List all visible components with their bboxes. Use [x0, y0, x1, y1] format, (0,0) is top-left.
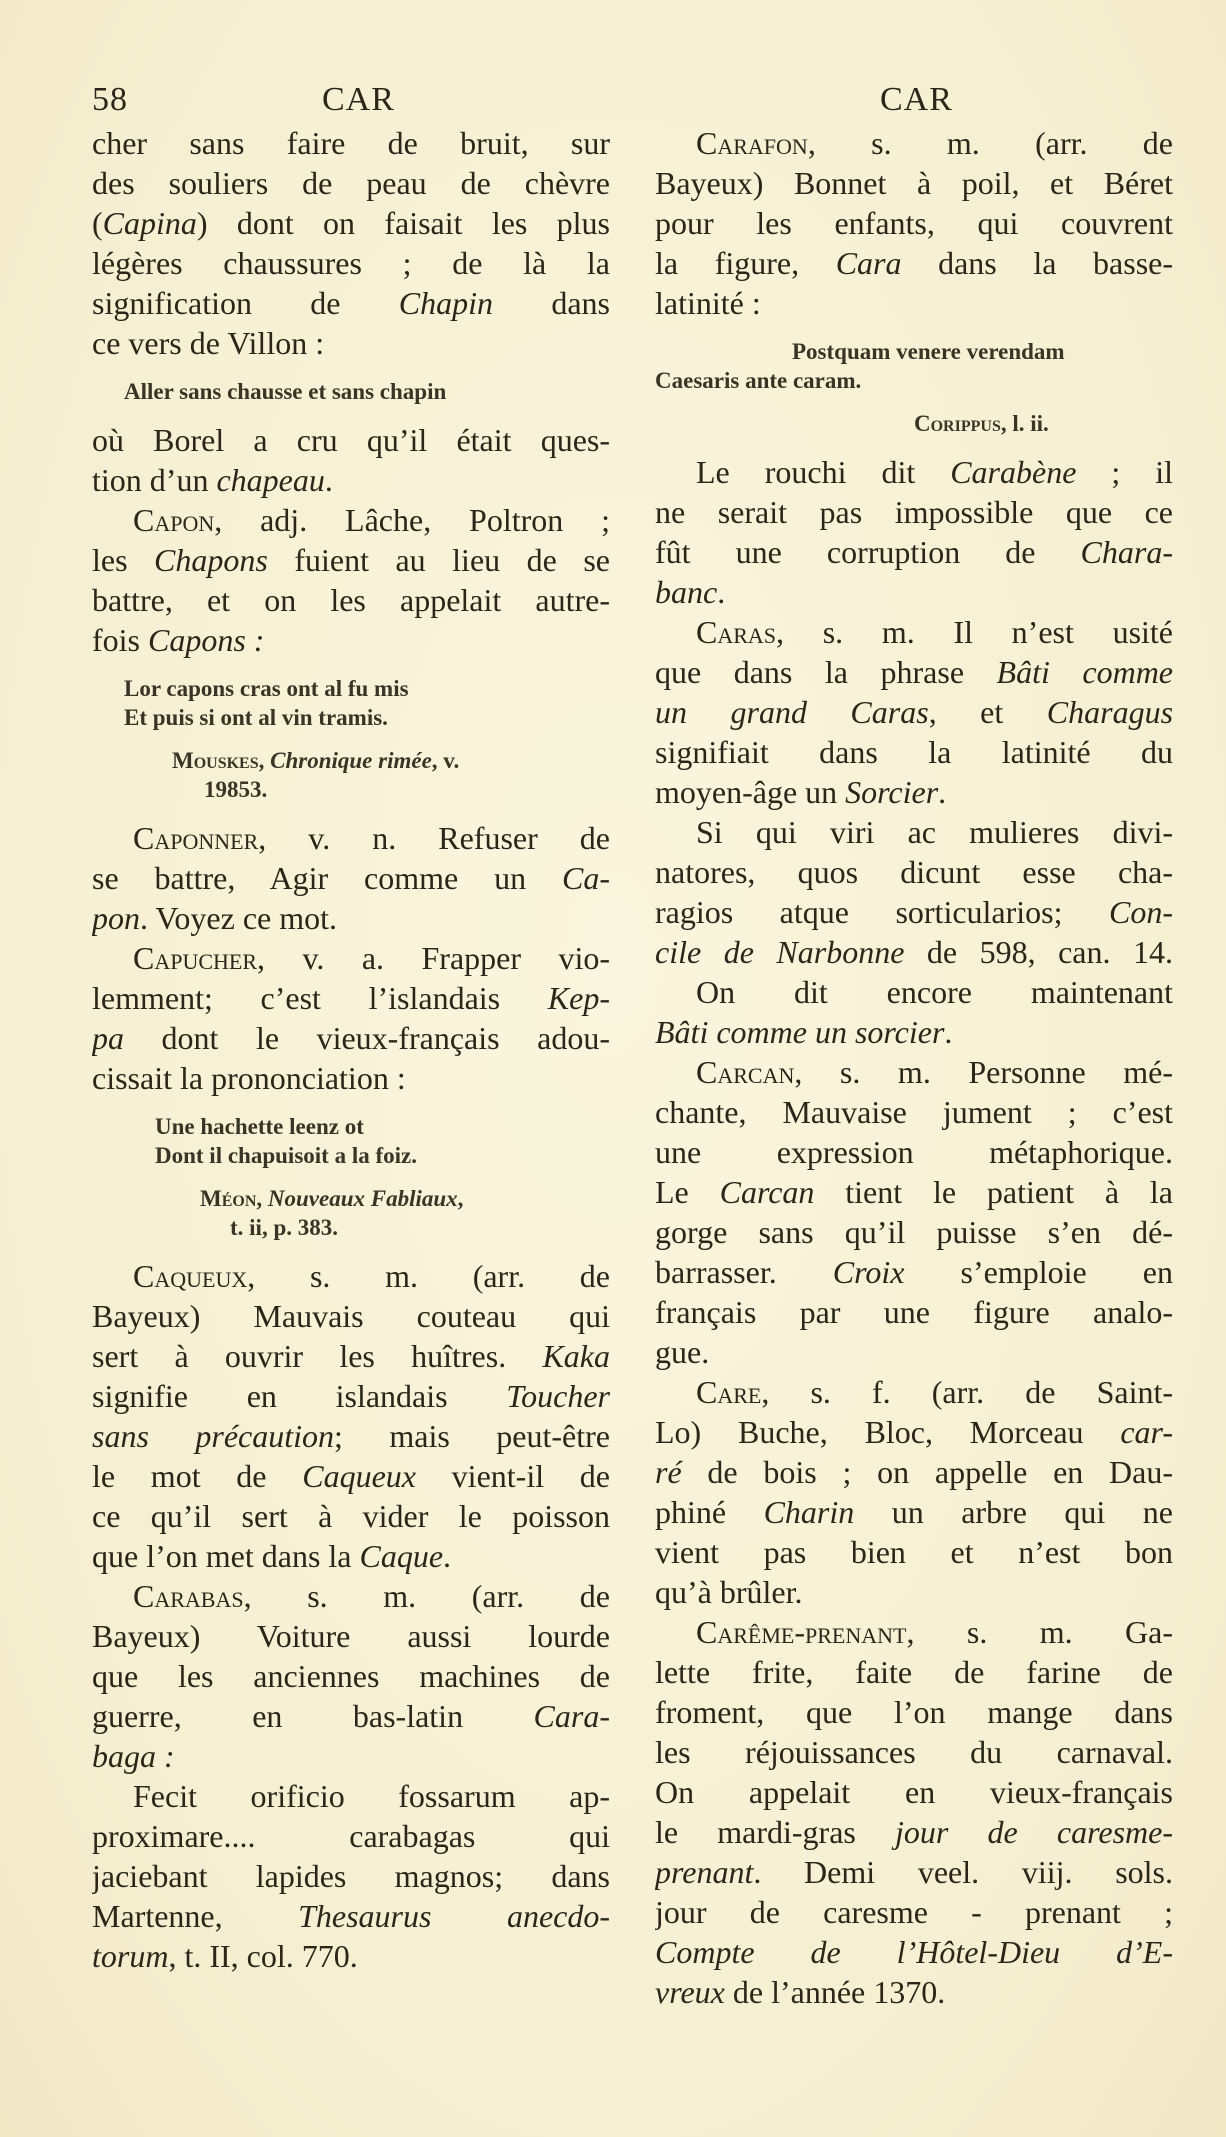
headword: Carême-prenant	[696, 1614, 907, 1650]
text-run: lette frite, faite de farine de	[655, 1654, 1173, 1690]
text-run: , et	[928, 694, 1047, 730]
text-run: s’emploie en	[904, 1254, 1173, 1290]
text-line	[92, 1376, 610, 1416]
citation-line	[92, 1213, 610, 1242]
text-run: Et puis si ont al vin tramis.	[124, 705, 388, 730]
text-line	[655, 1292, 1173, 1332]
text-line	[92, 1736, 610, 1776]
text-run: moyen-âge un	[655, 774, 846, 810]
entry-start-line	[655, 123, 1173, 163]
text-line	[655, 283, 1173, 323]
text-run: où Borel a cru qu’il était ques-	[92, 422, 610, 458]
text-line	[92, 323, 610, 363]
text-line	[655, 492, 1173, 532]
citation-line	[92, 775, 610, 804]
italic-term: pon	[92, 900, 140, 936]
text-line	[92, 203, 610, 243]
italic-term: cile de Narbonne	[655, 934, 905, 970]
entry-start-line	[655, 1372, 1173, 1412]
text-run: ; il	[1076, 454, 1173, 490]
italic-term: Cara	[835, 245, 902, 281]
text-run: Lor capons cras ont al fu mis	[124, 676, 409, 701]
italic-term: Con-	[1109, 894, 1173, 930]
text-line	[655, 652, 1173, 692]
italic-term: Carcan	[719, 1174, 815, 1210]
text-run: des souliers de peau de chèvre	[92, 165, 610, 201]
text-line	[92, 1496, 610, 1536]
text-run: , adj. Lâche, Poltron ;	[214, 502, 610, 538]
text-run: que dans la phrase	[655, 654, 997, 690]
text-line	[92, 1336, 610, 1376]
text-run: dont le vieux-français adou-	[124, 1020, 610, 1056]
text-line	[655, 1132, 1173, 1172]
text-run: Caesaris ante caram.	[655, 368, 862, 393]
text-run: Si qui viri ac mulieres divi-	[696, 814, 1173, 850]
text-run: , v.	[431, 748, 460, 773]
text-line	[92, 1936, 610, 1976]
right-column	[655, 123, 1173, 2012]
text-line	[92, 1416, 610, 1456]
text-line	[92, 898, 610, 938]
headword: Corippus	[914, 411, 1001, 436]
text-run: que les anciennes machines de	[92, 1658, 610, 1694]
headword: Caponner	[133, 820, 259, 856]
text-line	[655, 1772, 1173, 1812]
text-line	[92, 540, 610, 580]
text-run: de bois ; on appelle en Dau-	[681, 1454, 1173, 1490]
text-line	[92, 1696, 610, 1736]
quotation-line	[655, 366, 1173, 395]
text-run: .	[443, 1538, 452, 1574]
italic-term: Ca-	[562, 860, 610, 896]
text-run: latinité :	[655, 285, 761, 321]
text-run: Dont il chapuisoit a la foiz.	[155, 1143, 417, 1168]
italic-term: chapeau	[216, 462, 325, 498]
text-run: , v. a. Frapper vio-	[257, 940, 610, 976]
text-line	[655, 892, 1173, 932]
italic-term: sans précaution	[92, 1418, 335, 1454]
text-line	[92, 978, 610, 1018]
italic-term: Chara-	[1080, 534, 1173, 570]
text-run: signifiait dans la latinité du	[655, 734, 1173, 770]
text-run: fût une corruption de	[655, 534, 1081, 570]
text-run: , l. ii.	[1000, 411, 1049, 436]
text-run: gorge sans qu’il puisse s’en dé-	[655, 1214, 1173, 1250]
text-run: , s. m. Personne mé-	[794, 1054, 1173, 1090]
text-line	[92, 1058, 610, 1098]
italic-term: Nouveaux Fabliaux	[267, 1186, 458, 1211]
text-line	[92, 460, 610, 500]
entry-start-line	[655, 452, 1173, 492]
text-run: Fecit orificio fossarum ap-	[133, 1778, 610, 1814]
text-run: cher sans faire de bruit, sur	[92, 125, 610, 161]
italic-term: Charagus	[1046, 694, 1173, 730]
text-run: gue.	[655, 1334, 710, 1370]
text-run: . Demi veel. viij. sols.	[753, 1854, 1173, 1890]
entry-start-line	[655, 612, 1173, 652]
citation-line	[92, 1184, 610, 1213]
text-run: Le	[655, 1174, 720, 1210]
text-run: Lo) Buche, Bloc, Morceau	[655, 1414, 1121, 1450]
text-line	[655, 1972, 1173, 2012]
text-run: ,	[258, 748, 271, 773]
text-line	[92, 1616, 610, 1656]
headword: Caras	[696, 614, 777, 650]
italic-term: Chapons	[154, 542, 268, 578]
text-line	[92, 123, 610, 163]
text-run: légères chaussures ; de là la	[92, 245, 610, 281]
text-run: , s. m. Il n’est usité	[776, 614, 1173, 650]
text-run: Une hachette leenz ot	[155, 1114, 364, 1139]
text-line	[655, 1812, 1173, 1852]
text-run: .	[938, 774, 947, 810]
text-run: ; mais peut-être	[334, 1418, 610, 1454]
text-run: fuient au lieu de se	[267, 542, 610, 578]
entry-start-line	[92, 938, 610, 978]
italic-term: Chapin	[398, 285, 494, 321]
text-line	[655, 1092, 1173, 1132]
text-run: ne serait pas impossible que ce	[655, 494, 1173, 530]
quotation-line	[92, 703, 610, 732]
text-run: cissait la prononciation :	[92, 1060, 406, 1096]
text-line	[655, 1452, 1173, 1492]
italic-term: banc	[655, 574, 718, 610]
text-run: On dit encore maintenant	[696, 974, 1173, 1010]
text-run: ce qu’il sert à vider le poisson	[92, 1498, 610, 1534]
text-line	[655, 852, 1173, 892]
text-run: se battre, Agir comme un	[92, 860, 562, 896]
text-line	[92, 420, 610, 460]
text-run: Bayeux) Mauvais couteau qui	[92, 1298, 610, 1334]
text-line	[655, 1412, 1173, 1452]
text-run: un arbre qui ne	[854, 1494, 1173, 1530]
text-run: .	[324, 462, 333, 498]
text-line	[92, 1816, 610, 1856]
italic-term: Caque	[359, 1538, 444, 1574]
entry-start-line	[655, 812, 1173, 852]
quotation-line	[92, 674, 610, 703]
text-line	[92, 1656, 610, 1696]
text-line	[655, 203, 1173, 243]
text-line	[655, 692, 1173, 732]
text-run: guerre, en bas-latin	[92, 1698, 534, 1734]
left-column	[92, 123, 610, 1976]
italic-term: Charin	[763, 1494, 855, 1530]
text-run: . Voyez ce mot.	[140, 900, 337, 936]
text-run: tient le patient à la	[814, 1174, 1173, 1210]
italic-term: Capons :	[148, 622, 265, 658]
quotation-line	[92, 1141, 610, 1170]
text-run: jour de caresme - prenant ;	[655, 1894, 1173, 1930]
italic-term: Kep-	[547, 980, 610, 1016]
text-run: la figure,	[655, 245, 836, 281]
italic-term: Thesaurus anecdo-	[298, 1898, 610, 1934]
italic-term: un grand Caras	[655, 694, 929, 730]
italic-term: torum	[92, 1938, 169, 1974]
text-run: phiné	[655, 1494, 764, 1530]
italic-term: vreux	[655, 1974, 725, 2010]
italic-term: baga :	[92, 1738, 175, 1774]
text-run: , s. m. (arr. de	[247, 1258, 610, 1294]
entry-start-line	[655, 1052, 1173, 1092]
italic-term: prenant	[655, 1854, 754, 1890]
text-run: une expression métaphorique.	[655, 1134, 1173, 1170]
text-line	[655, 1732, 1173, 1772]
text-run: le mot de	[92, 1458, 303, 1494]
text-run: , t. II, col. 770.	[168, 1938, 358, 1974]
text-run: Bayeux) Voiture aussi lourde	[92, 1618, 610, 1654]
text-run: dans la basse-	[901, 245, 1173, 281]
text-line	[655, 1652, 1173, 1692]
italic-term: Capina	[102, 205, 197, 241]
text-run: proximare.... carabagas qui	[92, 1818, 610, 1854]
text-run: Postquam venere verendam	[792, 339, 1065, 364]
text-run: Le rouchi dit	[696, 454, 951, 490]
citation-line	[655, 409, 1173, 438]
text-run: chante, Mauvaise jument ; c’est	[655, 1094, 1173, 1130]
text-run: , s. f. (arr. de Saint-	[761, 1374, 1173, 1410]
text-line	[92, 283, 610, 323]
text-run: lemment; c’est l’islandais	[92, 980, 548, 1016]
text-run: tion d’un	[92, 462, 217, 498]
text-line	[92, 1296, 610, 1336]
italic-term: Bâti comme un sorcier	[655, 1014, 945, 1050]
page-number: 58	[92, 81, 128, 118]
text-line	[92, 1456, 610, 1496]
text-line	[655, 243, 1173, 283]
headword: Mouskes	[172, 748, 259, 773]
text-line	[92, 243, 610, 283]
text-run: barrasser.	[655, 1254, 833, 1290]
headword: Carabas	[133, 1578, 244, 1614]
text-run: , s. m. (arr. de	[243, 1578, 610, 1614]
text-run: t. ii, p. 383.	[230, 1215, 338, 1240]
text-run: , s. m. (arr. de	[807, 125, 1173, 161]
italic-term: Cara-	[533, 1698, 610, 1734]
headword: Capucher	[133, 940, 258, 976]
running-head-right: CAR	[880, 81, 953, 118]
text-run: 19853.	[204, 777, 268, 802]
text-run: signification de	[92, 285, 399, 321]
italic-term: Toucher	[506, 1378, 610, 1414]
italic-term: pa	[92, 1020, 124, 1056]
text-run: de 598, can. 14.	[904, 934, 1173, 970]
running-head-left: CAR	[322, 81, 395, 118]
quotation-line	[92, 1112, 610, 1141]
text-run: signifie en islandais	[92, 1378, 507, 1414]
text-line	[655, 1492, 1173, 1532]
italic-term: ré	[655, 1454, 682, 1490]
text-run: les réjouissances du carnaval.	[655, 1734, 1173, 1770]
italic-term: Chronique rimée	[270, 748, 432, 773]
text-run: vient pas bien et n’est bon	[655, 1534, 1173, 1570]
headword: Carafon	[696, 125, 808, 161]
headword: Care	[696, 1374, 762, 1410]
text-run: Martenne,	[92, 1898, 299, 1934]
text-line	[92, 163, 610, 203]
text-run: froment, que l’on mange dans	[655, 1694, 1173, 1730]
text-run: , v. n. Refuser de	[258, 820, 610, 856]
text-run: battre, et on les appelait autre-	[92, 582, 610, 618]
text-run: Aller sans chausse et sans chapin	[124, 379, 447, 404]
text-line	[92, 1536, 610, 1576]
text-line	[655, 1172, 1173, 1212]
text-line	[655, 772, 1173, 812]
italic-term: Compte de l’Hôtel-Dieu d’E-	[655, 1934, 1173, 1970]
text-line	[92, 858, 610, 898]
text-run: .	[717, 574, 726, 610]
italic-term: Croix	[832, 1254, 905, 1290]
text-line	[92, 1896, 610, 1936]
citation-line	[92, 746, 610, 775]
text-line	[92, 1018, 610, 1058]
text-line	[655, 572, 1173, 612]
text-line	[655, 932, 1173, 972]
text-line	[655, 163, 1173, 203]
entry-start-line	[655, 1612, 1173, 1652]
text-run: ,	[256, 1186, 268, 1211]
headword: Caqueux	[133, 1258, 248, 1294]
text-line	[655, 1252, 1173, 1292]
text-run: ) dont on faisait les plus	[196, 205, 610, 241]
text-run: fois	[92, 622, 148, 658]
italic-term: Caqueux	[302, 1458, 416, 1494]
italic-term: Sorcier	[845, 774, 939, 810]
italic-term: Bâti comme	[996, 654, 1173, 690]
text-line	[655, 532, 1173, 572]
entry-start-line	[92, 1776, 610, 1816]
italic-term: jour de caresme-	[895, 1814, 1173, 1850]
text-line	[92, 620, 610, 660]
headword: Carcan	[696, 1054, 795, 1090]
text-run: que l’on met dans la	[92, 1538, 360, 1574]
headword: Capon	[133, 502, 215, 538]
text-run: de l’année 1370.	[724, 1974, 946, 2010]
text-line	[655, 1692, 1173, 1732]
text-run: sert à ouvrir les huîtres.	[92, 1338, 543, 1374]
headword: Méon	[200, 1186, 257, 1211]
text-run: ,	[457, 1186, 464, 1211]
text-line	[655, 1212, 1173, 1252]
text-run: jaciebant lapides magnos; dans	[92, 1858, 610, 1894]
text-run: .	[944, 1014, 953, 1050]
text-line	[655, 1892, 1173, 1932]
entry-start-line	[92, 1256, 610, 1296]
text-line	[92, 580, 610, 620]
text-line	[92, 1856, 610, 1896]
text-run: qu’à brûler.	[655, 1574, 803, 1610]
quotation-line	[92, 377, 610, 406]
text-run: Bayeux) Bonnet à poil, et Béret	[655, 165, 1173, 201]
text-line	[655, 1532, 1173, 1572]
quotation-line	[655, 337, 1173, 366]
text-run: dans	[493, 285, 610, 321]
text-line	[655, 732, 1173, 772]
text-line	[655, 1332, 1173, 1372]
text-run: français par une figure analo-	[655, 1294, 1173, 1330]
text-run: vient-il de	[415, 1458, 610, 1494]
text-run: ce vers de Villon :	[92, 325, 325, 361]
text-run: On appelait en vieux-français	[655, 1774, 1173, 1810]
text-run: , s. m. Ga-	[906, 1614, 1173, 1650]
text-run: natores, quos dicunt esse cha-	[655, 854, 1173, 890]
italic-term: car-	[1120, 1414, 1173, 1450]
italic-term: Carabène	[950, 454, 1077, 490]
text-line	[655, 1852, 1173, 1892]
entry-start-line	[92, 1576, 610, 1616]
text-run: le mardi-gras	[655, 1814, 896, 1850]
text-line	[655, 1932, 1173, 1972]
text-run: ragios atque sorticularios;	[655, 894, 1109, 930]
entry-start-line	[92, 818, 610, 858]
text-line	[655, 1012, 1173, 1052]
text-run: pour les enfants, qui couvrent	[655, 205, 1173, 241]
entry-start-line	[92, 500, 610, 540]
text-run: les	[92, 542, 155, 578]
text-line	[655, 1572, 1173, 1612]
italic-term: Kaka	[542, 1338, 610, 1374]
entry-start-line	[655, 972, 1173, 1012]
text-run: (	[92, 205, 103, 241]
